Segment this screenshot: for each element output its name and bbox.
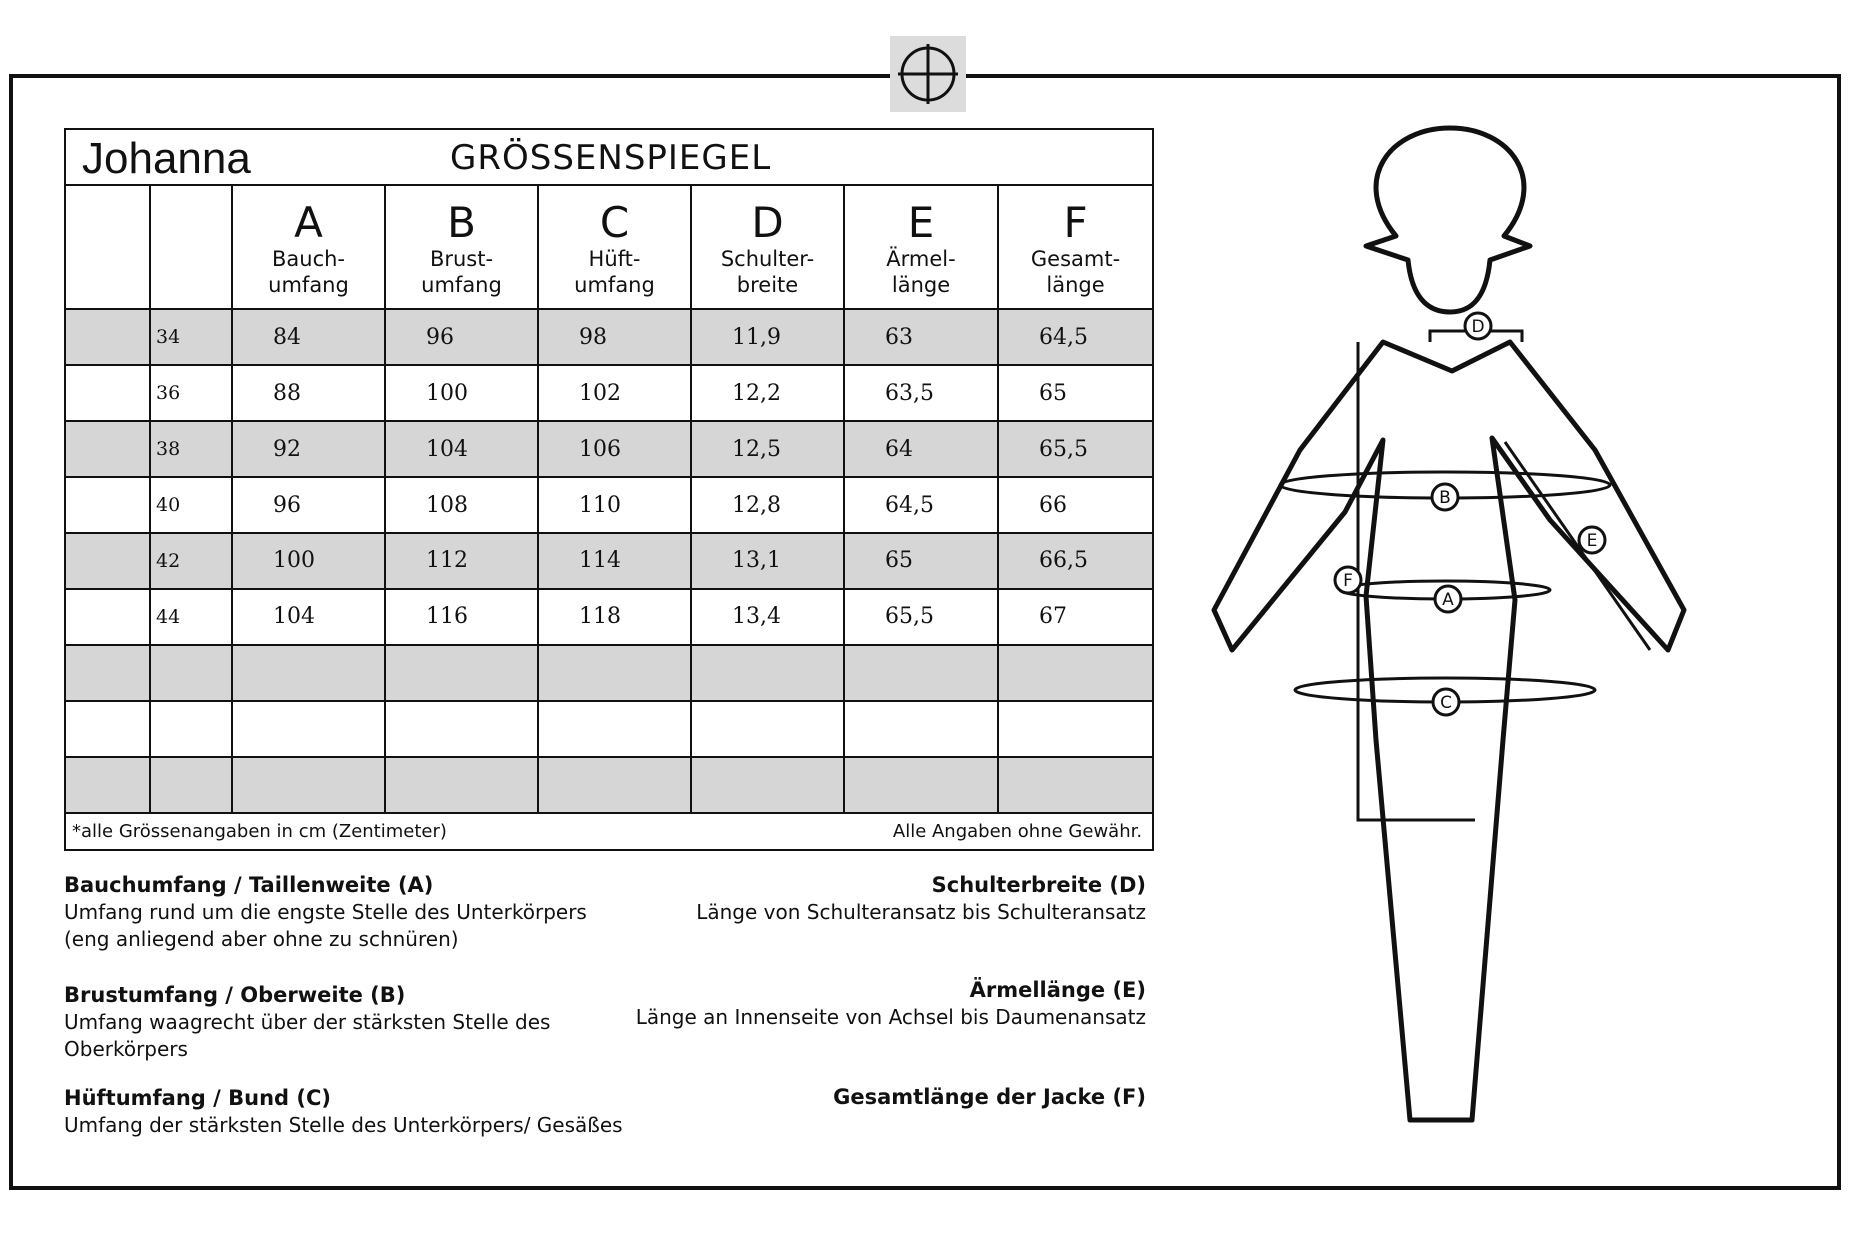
header-col-b: B Brust- umfang bbox=[385, 185, 538, 309]
header-col-d: D Schulter- breite bbox=[691, 185, 844, 309]
figure-body bbox=[1214, 342, 1684, 1120]
size-table bbox=[64, 128, 1154, 851]
legend-a-text-2: (eng anliegend aber ohne zu schnüren) bbox=[64, 927, 459, 951]
legend-b-text: Umfang waagrecht über der stärksten Stelle des bbox=[64, 1010, 551, 1034]
figure-head bbox=[1366, 128, 1530, 312]
legend-b bbox=[64, 982, 624, 1063]
legend-e-text: Länge an Innenseite von Achsel bis Daumenansatz bbox=[635, 1005, 1146, 1029]
table-title-row bbox=[65, 129, 1153, 185]
legend-a-heading: Bauchumfang / Taillenweite (A) bbox=[64, 873, 434, 897]
legend-d-text: Länge von Schulteransatz bis Schulteransatz bbox=[696, 900, 1146, 924]
label-d: D bbox=[1471, 317, 1485, 337]
legend-a bbox=[64, 872, 624, 953]
header-col-e: E Ärmel- länge bbox=[844, 185, 998, 309]
table-header-row bbox=[65, 185, 1153, 309]
header-cell-empty bbox=[65, 185, 150, 309]
legend-c-text: Umfang der stärksten Stelle des Unterkörpers/ Gesäßes bbox=[64, 1113, 623, 1137]
header-cell-size bbox=[150, 185, 232, 309]
label-c: C bbox=[1440, 693, 1452, 713]
header-col-c: C Hüft- umfang bbox=[538, 185, 691, 309]
legend-a-text: Umfang rund um die engste Stelle des Unterkörpers bbox=[64, 900, 587, 924]
legend-f bbox=[626, 1084, 1146, 1111]
footer-disclaimer: Alle Angaben ohne Gewähr. bbox=[892, 820, 1143, 842]
legend-b-heading: Brustumfang / Oberweite (B) bbox=[64, 983, 406, 1007]
legend-d bbox=[626, 872, 1146, 926]
table-row-empty bbox=[65, 701, 1153, 757]
brand-name: Johanna bbox=[82, 133, 251, 183]
table-row: 44 104 116 118 13,4 65,5 67 bbox=[65, 589, 1153, 645]
legend-c bbox=[64, 1085, 624, 1139]
table-row: 40 96 108 110 12,8 64,5 66 bbox=[65, 477, 1153, 533]
footer-note: *alle Grössenangaben in cm (Zentimeter) bbox=[72, 820, 447, 842]
table-row: 36 88 100 102 12,2 63,5 65 bbox=[65, 365, 1153, 421]
legend-f-heading: Gesamtlänge der Jacke (F) bbox=[833, 1085, 1146, 1109]
sleeve-line bbox=[1505, 442, 1650, 650]
table-row: 38 92 104 106 12,5 64 65,5 bbox=[65, 421, 1153, 477]
legend-d-heading: Schulterbreite (D) bbox=[931, 873, 1146, 897]
legend-e-heading: Ärmellänge (E) bbox=[969, 978, 1146, 1002]
table-row: 34 84 96 98 11,9 63 64,5 bbox=[65, 309, 1153, 365]
crosshair-icon bbox=[890, 36, 966, 112]
label-f: F bbox=[1343, 571, 1353, 591]
table-row-empty bbox=[65, 757, 1153, 813]
measurement-figure bbox=[1190, 120, 1810, 1140]
table-row: 42 100 112 114 13,1 65 66,5 bbox=[65, 533, 1153, 589]
registration-mark bbox=[890, 36, 966, 112]
legend-c-heading: Hüftumfang / Bund (C) bbox=[64, 1086, 331, 1110]
label-a: A bbox=[1442, 590, 1454, 610]
legend-b-text-2: Oberkörpers bbox=[64, 1037, 188, 1061]
chart-title: GRÖSSENSPIEGEL bbox=[450, 138, 772, 178]
label-e: E bbox=[1586, 531, 1598, 551]
table-footer-row bbox=[65, 813, 1153, 850]
header-col-a: A Bauch- umfang bbox=[232, 185, 385, 309]
label-b: B bbox=[1439, 488, 1451, 508]
table-row-empty bbox=[65, 645, 1153, 701]
legend-e bbox=[626, 977, 1146, 1031]
header-col-f: F Gesamt- länge bbox=[998, 185, 1153, 309]
